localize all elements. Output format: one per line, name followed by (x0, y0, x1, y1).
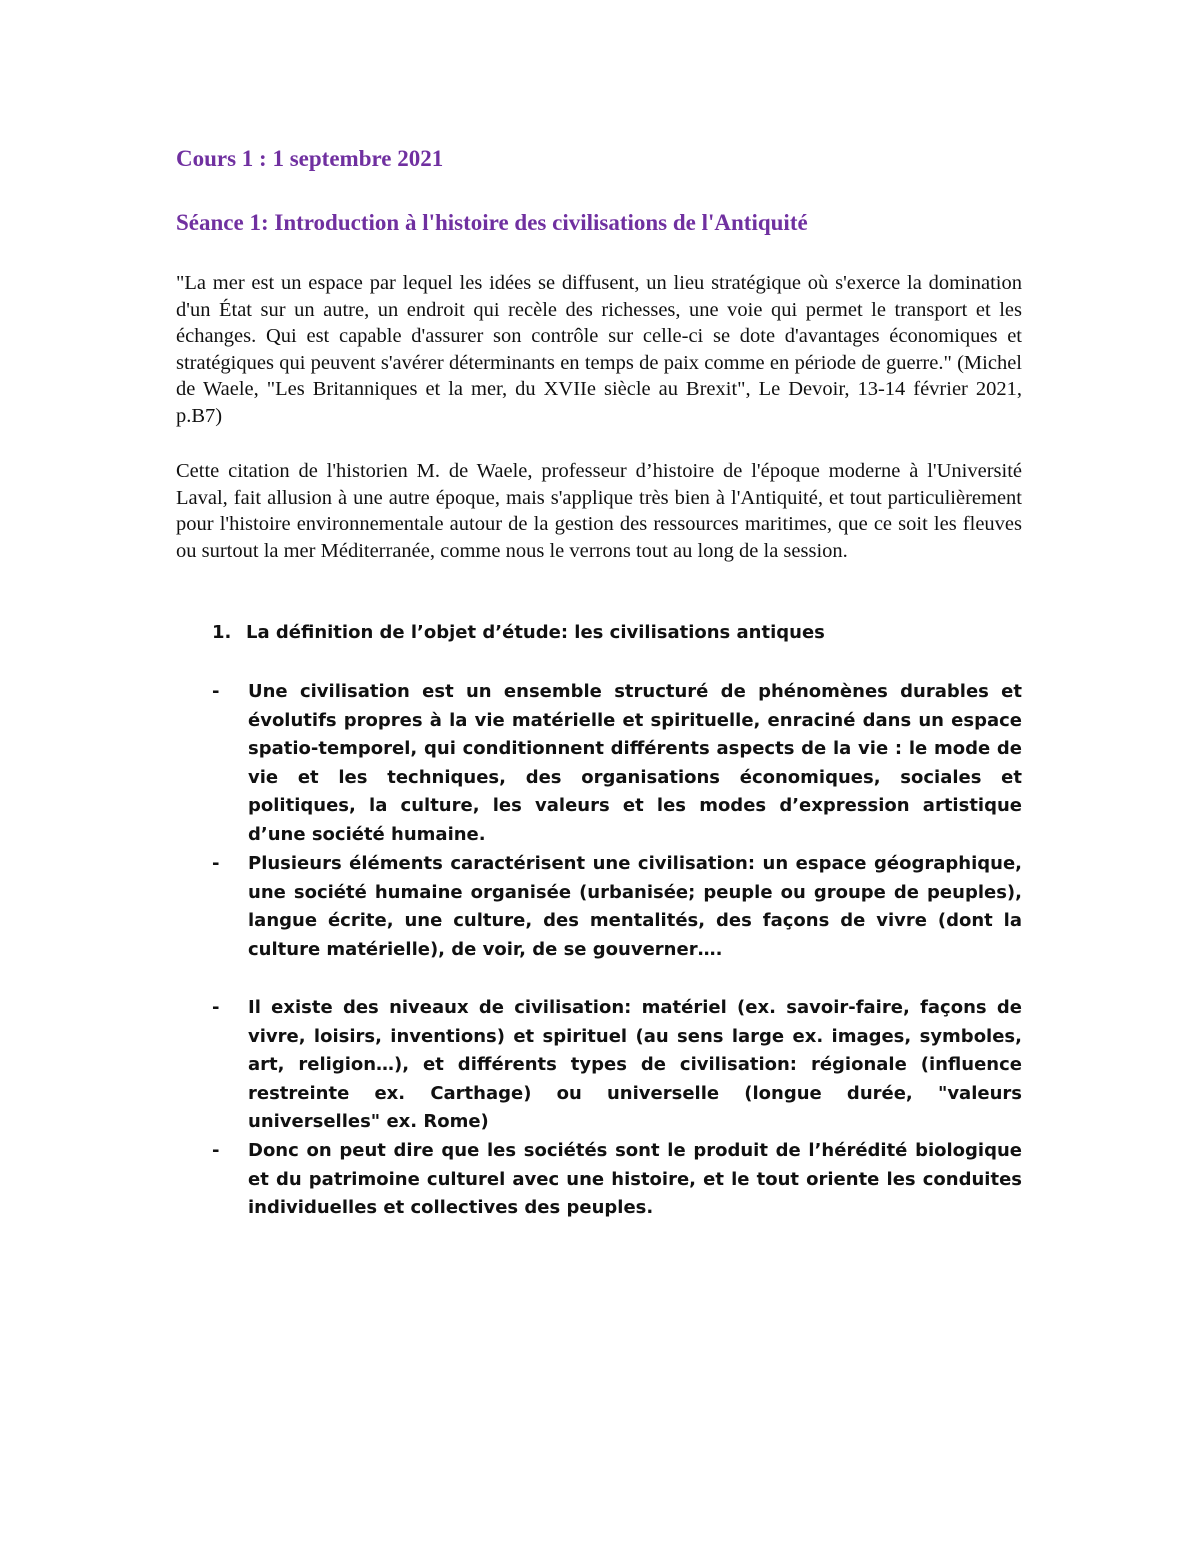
bullet-marker: - (212, 997, 220, 1018)
course-title: Cours 1 : 1 septembre 2021 (176, 146, 444, 171)
section-title: La définition de l’objet d’étude: les civilisations antiques (246, 622, 825, 643)
bullet-text: Une civilisation est un ensemble structuré de phénomènes durables et évolutifs propres à la vie matérielle et spirituelle, enraciné dans un espace spatio-temporel, qui conditionnent différents aspects de la vie : le mode de vie et les techniques, des organisations économiques, sociales et politiques, la culture, les valeurs et les modes d’expression artistique d’une société humaine. (248, 681, 1022, 845)
section-number: 1. (212, 622, 232, 643)
quote-paragraph: "La mer est un espace par lequel les idées se diffusent, un lieu stratégique où s'exerce la domination d'un État sur un autre, un endroit qui recèle des richesses, une voie qui permet le transport et les échanges. Qui est capable d'assurer son contrôle sur celle-ci se dote d'avantages économiques et stratégiques qui peuvent s'avérer déterminants en temps de paix comme en période de guerre." (Michel de Waele, "Les Britanniques et la mer, du XVIIe siècle au Brexit", Le Devoir, 13-14 février 2021, p.B7) (176, 272, 1022, 427)
bullet-text: Il existe des niveaux de civilisation: matériel (ex. savoir-faire, façons de vivre, loisirs, inventions) et spirituel (au sens large ex. images, symboles, art, religion…), et différents types de civilisation: régionale (influence restreinte ex. Carthage) ou universelle (longue durée, "valeurs universelles" ex. Rome) (248, 997, 1022, 1132)
section-heading (212, 622, 825, 643)
bullet-text: Donc on peut dire que les sociétés sont le produit de l’hérédité biologique et du patrimoine culturel avec une histoire, et le tout oriente les conduites individuelles et collectives des peuples. (248, 1140, 1022, 1218)
bullet-marker: - (212, 1140, 220, 1161)
intro-paragraph: Cette citation de l'historien M. de Waele, professeur d’histoire de l'époque moderne à l'Université Laval, fait allusion à une autre époque, mais s'applique très bien à l'Antiquité, et tout particulièrement pour l'histoire environnementale autour de la gestion des ressources maritimes, que ce soit les fleuves ou surtout la mer Méditerranée, comme nous le verrons tout au long de la session. (176, 460, 1022, 562)
bullet-text: Plusieurs éléments caractérisent une civilisation: un espace géographique, une société humaine organisée (urbanisée; peuple ou groupe de peuples), langue écrite, une culture, des mentalités, des façons de vivre (dont la culture matérielle), de voir, de se gouverner…. (248, 853, 1022, 960)
bullet-marker: - (212, 681, 220, 702)
bullet-marker: - (212, 853, 220, 874)
session-title: Séance 1: Introduction à l'histoire des civilisations de l'Antiquité (176, 210, 808, 235)
